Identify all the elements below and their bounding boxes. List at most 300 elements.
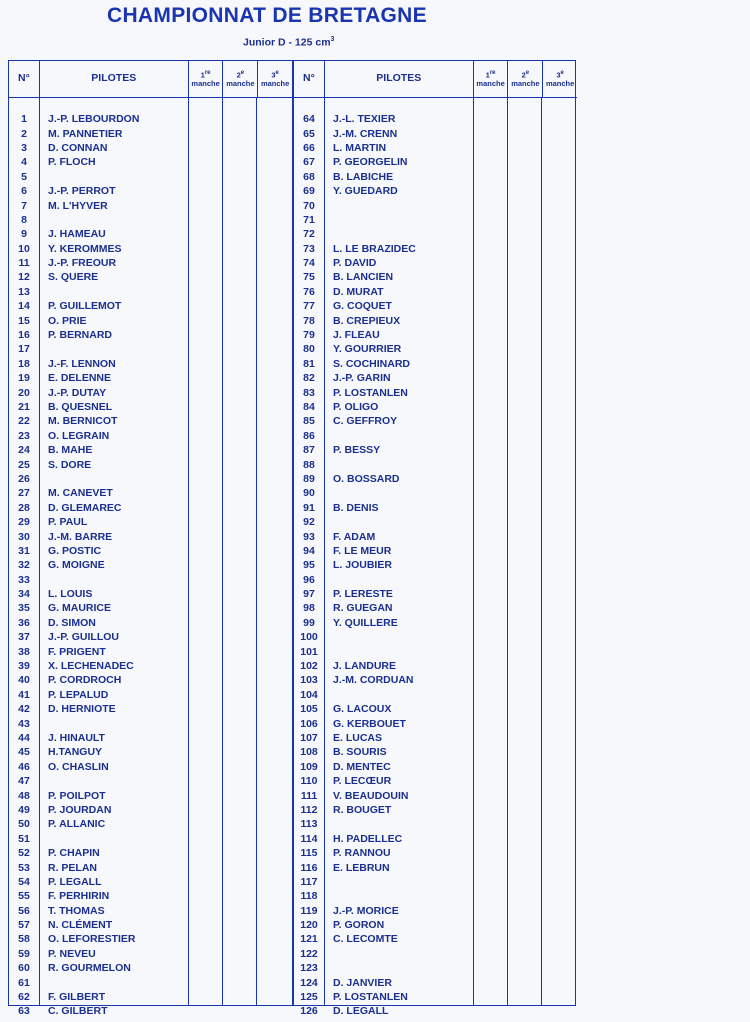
rider-number: 5 (21, 170, 27, 183)
rider-number: 114 (300, 832, 318, 845)
table-body (294, 98, 577, 1018)
rider-name: O. BOSSARD (333, 472, 400, 485)
rider-number: 96 (303, 573, 315, 586)
rider-number: 85 (303, 415, 315, 428)
rider-number: 18 (18, 357, 30, 370)
rider-name: J. FLEAU (333, 329, 380, 342)
rider-number: 75 (303, 271, 315, 284)
table-row (294, 400, 577, 414)
rider-number: 86 (303, 429, 315, 442)
rider-name: P. LECŒUR (333, 775, 392, 788)
table-row (294, 616, 577, 630)
rider-name: M. BERNICOT (48, 415, 118, 428)
rider-number: 67 (303, 156, 315, 169)
rider-name: G. KERBOUET (333, 717, 406, 730)
rider-name: N. CLÉMENT (48, 919, 113, 932)
rider-number: 110 (300, 775, 318, 788)
rider-number: 19 (18, 372, 30, 385)
rider-name: B. MAHE (48, 444, 93, 457)
rider-number: 102 (300, 660, 318, 673)
rider-number: 124 (300, 976, 318, 989)
rider-name: L. MARTIN (333, 141, 387, 154)
header-number: N° (294, 61, 325, 97)
table-row (9, 155, 292, 169)
rider-name: B. LABICHE (333, 170, 394, 183)
rider-number: 106 (300, 717, 318, 730)
rider-name: G. MAURICE (48, 602, 111, 615)
rider-name: E. LEBRUN (333, 861, 390, 874)
rider-number: 95 (303, 559, 315, 572)
table-row (294, 558, 577, 572)
table-row (9, 832, 292, 846)
rider-number: 105 (300, 703, 318, 716)
rider-number: 71 (303, 213, 315, 226)
rider-number: 68 (303, 170, 315, 183)
rider-name: P. LOSTANLEN (333, 991, 408, 1004)
table-row (9, 932, 292, 946)
rider-number: 113 (300, 818, 318, 831)
rider-name: T. THOMAS (48, 904, 105, 917)
table-row (294, 860, 577, 874)
rider-name: F. PERHIRIN (48, 890, 110, 903)
table-row (294, 846, 577, 860)
rider-name: B. SOURIS (333, 746, 387, 759)
table-row (294, 961, 577, 975)
rider-name: P. LEPALUD (48, 688, 109, 701)
rider-name: M. L'HYVER (48, 199, 108, 212)
rider-name: P. FLOCH (48, 156, 96, 169)
rider-name: P. RANNOU (333, 847, 391, 860)
rider-name: H. PADELLEC (333, 832, 403, 845)
rider-number: 84 (303, 401, 315, 413)
rider-number: 51 (18, 832, 30, 845)
rider-name: R. BOUGET (333, 803, 392, 816)
rider-number: 13 (18, 285, 30, 298)
table-row (294, 342, 577, 356)
rider-number: 123 (300, 962, 318, 975)
table-row (294, 385, 577, 399)
table-row (294, 659, 577, 673)
rider-name: J. HINAULT (48, 731, 105, 744)
header-manche-2: 2e manche (508, 61, 543, 97)
rider-number: 97 (303, 588, 315, 601)
table-row (294, 242, 577, 256)
table-row (9, 112, 292, 126)
rider-number: 73 (303, 242, 315, 255)
rider-name: J.-P. FREOUR (48, 257, 117, 270)
rider-name: R. GOURMELON (48, 962, 131, 975)
rider-number: 111 (300, 789, 318, 802)
rider-number: 52 (18, 847, 30, 860)
rider-name: P. GEORGELIN (333, 156, 408, 169)
table-row (294, 472, 577, 486)
rider-name: R. GUEGAN (333, 602, 393, 615)
table-row (294, 155, 577, 169)
rider-number: 122 (300, 947, 318, 960)
rider-number: 64 (303, 113, 315, 126)
table-row (9, 270, 292, 284)
rider-name: J.-P. MORICE (333, 904, 399, 917)
rider-number: 54 (18, 875, 30, 888)
rider-number: 25 (18, 458, 30, 471)
rider-number: 7 (21, 199, 27, 212)
table-row (9, 688, 292, 702)
rider-name: E. DELENNE (48, 372, 112, 385)
table-row (294, 731, 577, 745)
table-row (9, 486, 292, 500)
table-row (9, 198, 292, 212)
rider-name: F. ADAM (333, 530, 376, 543)
rider-number: 40 (18, 674, 30, 687)
rider-name: C. GILBERT (48, 1005, 108, 1018)
table-row (294, 990, 577, 1004)
rider-number: 4 (21, 156, 27, 169)
rider-number: 27 (18, 487, 30, 500)
page-title: CHAMPIONNAT DE BRETAGNE (107, 4, 427, 27)
rider-name: P. ALLANIC (48, 818, 106, 831)
rider-number: 59 (18, 947, 30, 960)
table-row (294, 443, 577, 457)
table-row (294, 285, 577, 299)
table-row (9, 659, 292, 673)
rider-name: O. LEGRAIN (48, 429, 110, 442)
rider-name: J.-F. LENNON (48, 357, 116, 370)
table-row (294, 788, 577, 802)
table-row (9, 285, 292, 299)
rider-number: 6 (21, 185, 27, 198)
table-row (294, 587, 577, 601)
rider-name: J.-P. DUTAY (48, 386, 107, 399)
table-row (9, 170, 292, 184)
table-row (9, 242, 292, 256)
rider-name: D. MENTEC (333, 760, 391, 773)
rider-number: 90 (303, 487, 315, 500)
rider-number: 21 (18, 401, 30, 413)
table-header (9, 61, 292, 98)
rider-name: G. LACOUX (333, 703, 392, 716)
rider-name: O. CHASLIN (48, 760, 109, 773)
table-row (294, 903, 577, 917)
rider-number: 28 (18, 501, 30, 514)
rider-number: 65 (303, 127, 315, 140)
table-row (9, 990, 292, 1004)
rider-number: 38 (18, 645, 30, 658)
rider-number: 45 (18, 746, 30, 759)
rider-number: 104 (300, 688, 318, 701)
table-row (9, 803, 292, 817)
rider-name: E. LUCAS (333, 731, 383, 744)
rider-name: P. LERESTE (333, 588, 393, 601)
table-row (9, 558, 292, 572)
rider-number: 87 (303, 444, 315, 457)
table-row (9, 256, 292, 270)
rider-number: 41 (18, 688, 30, 701)
table-row (9, 544, 292, 558)
rider-number: 39 (18, 660, 30, 673)
table-row (9, 673, 292, 687)
rider-name: P. CORDROCH (48, 674, 122, 687)
rider-number: 11 (18, 257, 30, 270)
rider-number: 81 (303, 357, 315, 370)
table-row (294, 414, 577, 428)
table-row (294, 601, 577, 615)
rider-number: 8 (21, 213, 27, 226)
rider-name: P. LEGALL (48, 875, 102, 888)
rider-number: 78 (303, 314, 315, 327)
rider-number: 16 (18, 329, 30, 342)
rider-name: H.TANGUY (48, 746, 103, 759)
rider-number: 14 (18, 300, 30, 313)
rider-name: P. NEVEU (48, 947, 96, 960)
rider-number: 101 (300, 645, 318, 658)
rider-name: P. OLIGO (333, 401, 379, 413)
rider-number: 72 (303, 228, 315, 241)
rider-number: 44 (18, 731, 30, 744)
table-row (9, 184, 292, 198)
rider-name: J.-M. CRENN (333, 127, 398, 140)
rider-name: J.-P. PERROT (48, 185, 116, 198)
table-row (294, 573, 577, 587)
rider-number: 43 (18, 717, 30, 730)
rider-number: 119 (300, 904, 318, 917)
rider-name: S. COCHINARD (333, 357, 411, 370)
table-row (9, 141, 292, 155)
rider-name: L. LE BRAZIDEC (333, 242, 416, 255)
rider-number: 116 (300, 861, 318, 874)
table-row (9, 961, 292, 975)
rider-number: 32 (18, 559, 30, 572)
rider-number: 33 (18, 573, 30, 586)
rider-number: 42 (18, 703, 30, 716)
rider-number: 125 (300, 991, 318, 1004)
table-row (294, 817, 577, 831)
table-row (294, 170, 577, 184)
table-row (9, 414, 292, 428)
rider-number: 53 (18, 861, 30, 874)
rider-name: P. CHAPIN (48, 847, 100, 860)
rider-number: 1 (21, 113, 27, 126)
rider-name: P. DAVID (333, 257, 377, 270)
header-manche-3: 3e manche (545, 70, 575, 88)
rider-name: Y. KEROMMES (48, 242, 122, 255)
table-body (9, 98, 292, 1018)
table-row (9, 515, 292, 529)
rider-number: 107 (300, 731, 318, 744)
table-row (9, 889, 292, 903)
table-row (9, 587, 292, 601)
table-row (9, 745, 292, 759)
table-row (9, 227, 292, 241)
table-row (9, 875, 292, 889)
rider-number: 35 (18, 602, 30, 615)
rider-number: 9 (21, 228, 27, 241)
rider-number: 93 (303, 530, 315, 543)
table-row (294, 918, 577, 932)
page-margin (578, 0, 750, 1022)
rider-name: J.-P. LEBOURDON (48, 113, 140, 126)
table-row (294, 644, 577, 658)
table-row (9, 630, 292, 644)
table-row (9, 716, 292, 730)
rider-name: F. PRIGENT (48, 645, 106, 658)
rider-name: D. SIMON (48, 616, 96, 629)
rider-number: 58 (18, 933, 30, 946)
table-row (294, 832, 577, 846)
rider-name: S. DORE (48, 458, 92, 471)
table-row (294, 774, 577, 788)
rider-number: 48 (18, 789, 30, 802)
table-row (294, 716, 577, 730)
rider-name: J.-M. BARRE (48, 530, 113, 543)
table-row (294, 227, 577, 241)
table-row (9, 903, 292, 917)
rider-number: 120 (300, 919, 318, 932)
rider-name: Y. GUEDARD (333, 185, 398, 198)
table-row (294, 112, 577, 126)
rider-name: F. LE MEUR (333, 544, 392, 557)
table-row (294, 745, 577, 759)
rider-number: 46 (18, 760, 30, 773)
table-row (294, 515, 577, 529)
rider-number: 80 (303, 343, 315, 356)
rider-number: 112 (300, 803, 318, 816)
table-row (294, 760, 577, 774)
table-row (9, 644, 292, 658)
rider-number: 109 (300, 760, 318, 773)
table-right-half (292, 61, 577, 1018)
rider-name: F. GILBERT (48, 991, 106, 1004)
table-row (294, 371, 577, 385)
rider-name: O. LEFORESTIER (48, 933, 136, 946)
table-row (9, 947, 292, 961)
rider-name: P. GORON (333, 919, 385, 932)
rider-number: 20 (18, 386, 30, 399)
table-row (294, 688, 577, 702)
rider-number: 2 (21, 127, 27, 140)
rider-number: 91 (303, 501, 315, 514)
rider-name: L. LOUIS (48, 588, 93, 601)
rider-number: 31 (18, 544, 30, 557)
rider-name: X. LECHENADEC (48, 660, 134, 673)
table-row (294, 256, 577, 270)
rider-number: 30 (18, 530, 30, 543)
rider-name: D. GLEMAREC (48, 501, 122, 514)
table-row (9, 213, 292, 227)
rider-number: 23 (18, 429, 30, 442)
rider-name: P. PAUL (48, 516, 88, 529)
rider-name: B. CREPIEUX (333, 314, 401, 327)
rider-name: V. BEAUDOUIN (333, 789, 409, 802)
table-row (9, 846, 292, 860)
table-row (294, 184, 577, 198)
header-pilotes: PILOTES (40, 61, 189, 97)
rider-number: 121 (300, 933, 318, 946)
rider-name: D. JANVIER (333, 976, 392, 989)
table-row (294, 1004, 577, 1018)
rider-name: B. DENIS (333, 501, 379, 514)
table-row (9, 918, 292, 932)
rider-number: 74 (303, 257, 315, 270)
table-row (9, 429, 292, 443)
rider-name: J.-P. GARIN (333, 372, 391, 385)
rider-name: B. LANCIEN (333, 271, 394, 284)
rider-name: M. PANNETIER (48, 127, 123, 140)
table-row (294, 357, 577, 371)
rider-name: J.-L. TEXIER (333, 113, 396, 126)
table-row (9, 760, 292, 774)
rider-number: 3 (21, 141, 27, 154)
rider-number: 115 (300, 847, 318, 860)
rider-number: 47 (18, 775, 30, 788)
table-row (294, 486, 577, 500)
table-row (9, 328, 292, 342)
rider-number: 62 (18, 991, 30, 1004)
rider-name: R. PELAN (48, 861, 98, 874)
table-row (9, 860, 292, 874)
rider-number: 77 (303, 300, 315, 313)
rider-number: 36 (18, 616, 30, 629)
table-row (9, 472, 292, 486)
rider-name: J. HAMEAU (48, 228, 106, 241)
table-row (294, 313, 577, 327)
header-pilotes: PILOTES (325, 61, 474, 97)
table-row (294, 429, 577, 443)
table-row (9, 501, 292, 515)
rider-number: 15 (18, 314, 30, 327)
rider-number: 26 (18, 472, 30, 485)
rider-number: 69 (303, 185, 315, 198)
header-manche-1: 1re manche (474, 61, 509, 97)
rider-name: Y. GOURRIER (333, 343, 402, 356)
rider-number: 92 (303, 516, 315, 529)
table-row (294, 299, 577, 313)
table-row (9, 400, 292, 414)
table-row (9, 601, 292, 615)
table-row (9, 731, 292, 745)
rider-number: 12 (18, 271, 30, 284)
rider-number: 100 (300, 631, 318, 644)
rider-number: 66 (303, 141, 315, 154)
rider-number: 10 (18, 242, 30, 255)
table-row (294, 501, 577, 515)
rider-number: 70 (303, 199, 315, 212)
rider-name: G. COQUET (333, 300, 392, 313)
rider-name: B. QUESNEL (48, 401, 113, 413)
rider-name: G. POSTIC (48, 544, 102, 557)
rider-number: 49 (18, 803, 30, 816)
rider-name: P. BESSY (333, 444, 381, 457)
table-row (294, 198, 577, 212)
table-row (9, 975, 292, 989)
table-row (294, 932, 577, 946)
table-row (294, 213, 577, 227)
rider-name: C. GEFFROY (333, 415, 398, 428)
rider-name: J.-M. CORDUAN (333, 674, 414, 687)
table-row (9, 371, 292, 385)
rider-number: 60 (18, 962, 30, 975)
rider-name: L. JOUBIER (333, 559, 392, 572)
table-row (294, 803, 577, 817)
table-row (9, 443, 292, 457)
rider-number: 79 (303, 329, 315, 342)
rider-number: 126 (300, 1005, 318, 1018)
table-row (294, 457, 577, 471)
table-row (294, 141, 577, 155)
rider-number: 88 (303, 458, 315, 471)
rider-number: 103 (300, 674, 318, 687)
table-row (294, 975, 577, 989)
table-row (9, 1004, 292, 1018)
